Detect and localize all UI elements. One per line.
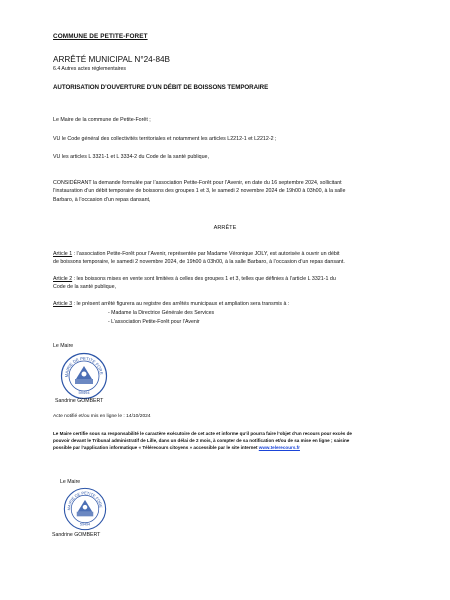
municipal-seal-2 [63, 487, 107, 531]
article-1-label: Article 1 [53, 251, 73, 257]
article-2-text: : les boissons mises en vente sont limitées à celles des groupes 1 et 3, telles que définies à l’article L 3321-1 du [72, 276, 336, 282]
considerant-line-2: l’instauration d’un débit temporaire de boissons des groupes 1 et 3, le samedi 2 novembre 2024 de 19h00 à 03h00, à la salle [53, 188, 346, 194]
signatory-name: Sandrine GOMBERT [52, 532, 101, 538]
preamble-vu-csp: VU les articles L 3321-1 et L 3334-2 du Code de la santé publique, [53, 154, 209, 160]
signature-role: Le Maire [60, 479, 81, 485]
ampliation-list [108, 309, 214, 328]
seal-outer-text: MAIRIE DE PETITE FORE [67, 491, 103, 511]
seal-postcode: 59494 [78, 390, 90, 395]
signatory-name: Sandrine GOMBERT [55, 398, 104, 404]
article-2-label: Article 2 [53, 276, 73, 282]
signature-block-2 [60, 479, 80, 485]
article-3-text: : le présent arrêté figurera au registre des arrêtés municipaux et ampliation sera transmis à : [72, 301, 290, 307]
legal-notice-line-2: pouvoir devant le Tribunal administratif de Lille, dans un délai de 2 mois, à compter de sa notification et/ou de sa mise en ligne ; saisine [53, 437, 350, 443]
list-item: - L’association Petite-Forêt pour l’Avenir [108, 319, 200, 326]
legal-notice-line-1: Le Maire certifie sous sa responsabilité le caractère exécutoire de cet acte et informe qu’il pourra faire l’objet d’un recours pour excès de [53, 431, 352, 436]
telerecours-link[interactable]: www.telerecours.fr [258, 444, 300, 450]
signature-block-1 [53, 343, 73, 349]
considerant-line-3: Barbaro, à l’occasion d’un repas dansant, [53, 197, 151, 203]
preamble-maire: Le Maire de la commune de Petite-Forêt ; [53, 117, 151, 123]
act-category: 6.4 Autres actes réglementaires [53, 66, 126, 72]
arrete-number: ARRÊTÉ MUNICIPAL N°24-84B [53, 55, 171, 64]
preamble-vu-cgct: VU le Code général des collectivités territoriales et notamment les articles L2212-1 et L2212-2 ; [53, 136, 277, 142]
article-1-line-2: de boissons temporaire, le samedi 2 novembre 2024, de 19h00 à 03h00, à la salle Barbaro, à l’occasion d’un repas dansant. [53, 259, 345, 265]
document-title: AUTORISATION D’OUVERTURE D’UN DÉBIT DE BOISSONS TEMPORAIRE [53, 84, 269, 91]
list-item: - Madame la Directrice Générale des Services [108, 310, 215, 316]
signature-role: Le Maire [53, 343, 74, 349]
arrete-heading: ARRÊTE [213, 225, 237, 231]
signature-name-block-1 [55, 398, 103, 404]
article-2-line-2: Code de la santé publique, [53, 284, 117, 290]
legal-notice-line-3: possible par l’application informatique « Télérecours citoyens » accessible par le site internet www.telerecours.fr [53, 444, 300, 450]
article-1-text: : l’association Petite-Forêt pour l’Avenir, représentée par Madame Véronique JOLY, est autorisée à ouvrir un débit [72, 251, 340, 257]
legal-notice [53, 431, 403, 452]
seal-postcode: 59494 [79, 522, 91, 527]
municipal-seal-1 [60, 352, 108, 400]
commune-name: COMMUNE DE PETITE-FORET [53, 33, 148, 40]
seal-outer-text: MAIRIE DE PETITE FORE [63, 355, 104, 378]
signature-name-block-2 [52, 532, 100, 538]
considerant-line-1: CONSIDÉRANT la demande formulée par l’association Petite-Forêt pour l’Avenir, en date du 16 septembre 2024, sollicitant [53, 180, 342, 186]
article-3-line-1 [53, 300, 398, 309]
publication-date: Acte notifié et/ou mis en ligne le : 14/10/2024 [53, 414, 151, 419]
article-3-label: Article 3 [53, 301, 73, 307]
